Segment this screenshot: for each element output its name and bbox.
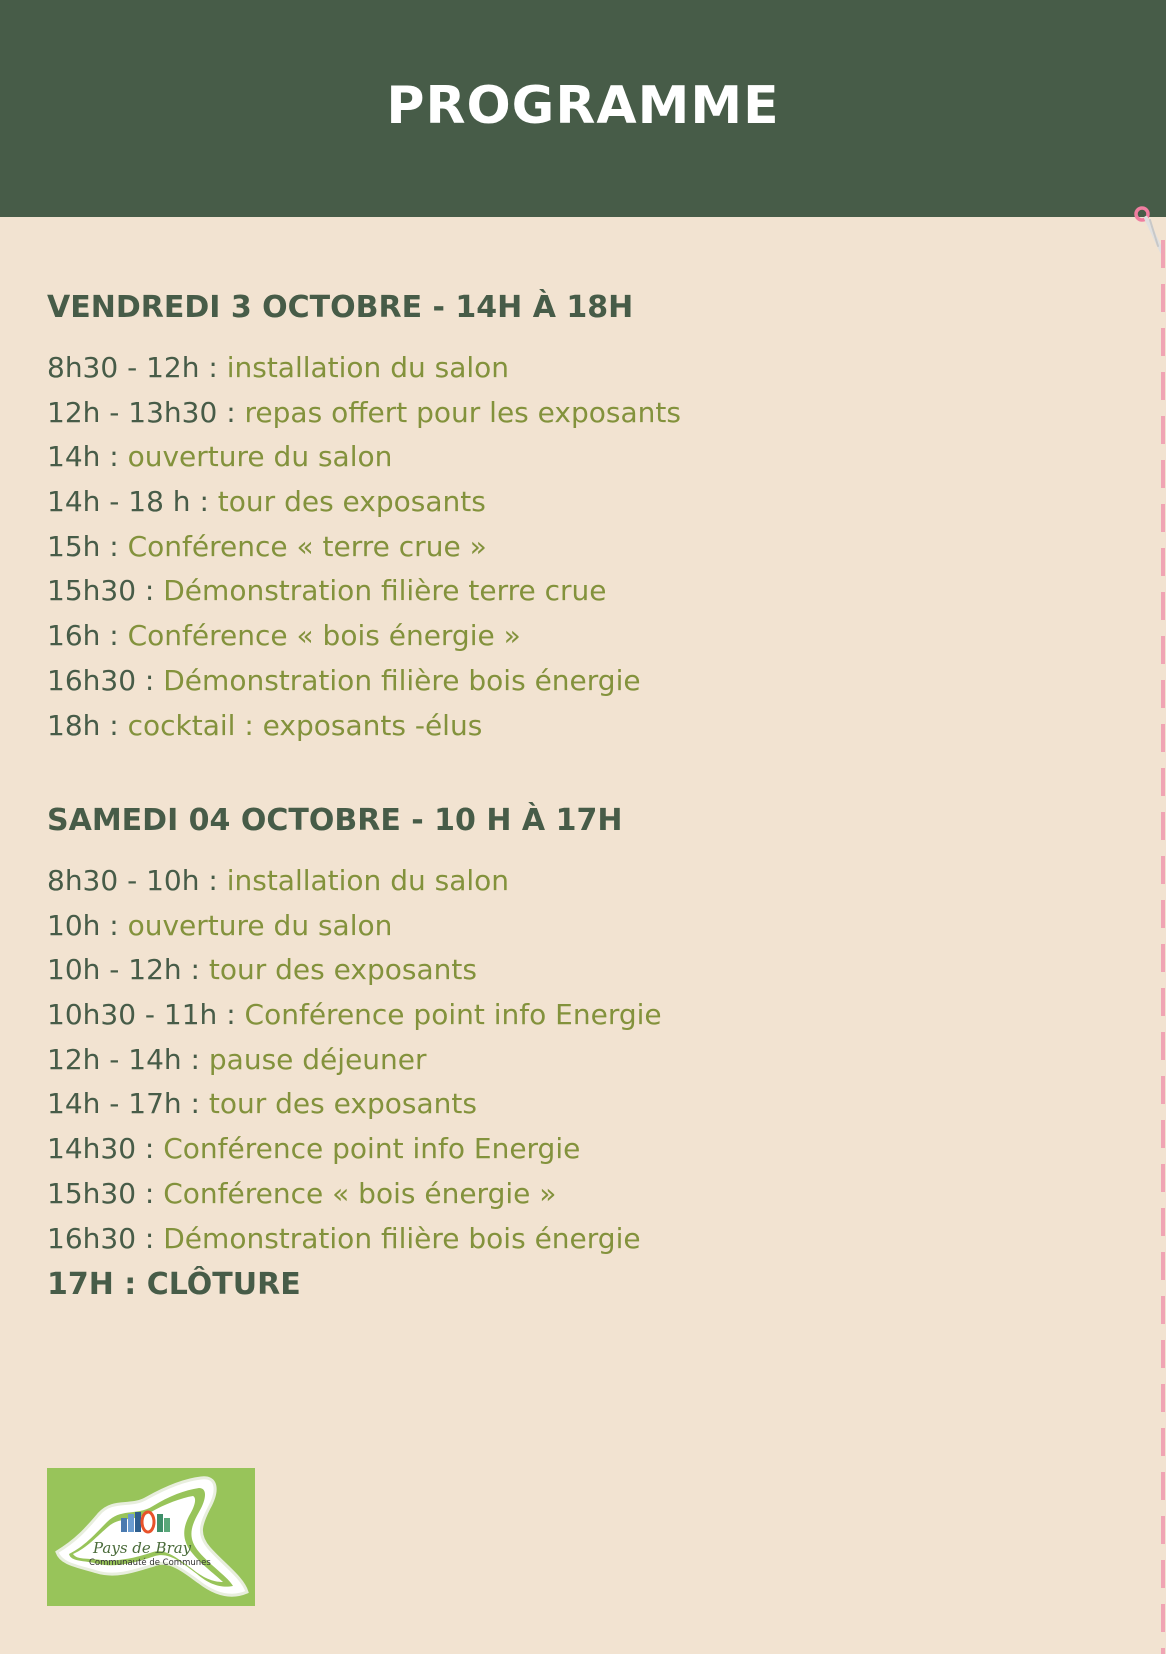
schedule-item xyxy=(47,435,681,480)
schedule-time: 8h30 - 12h xyxy=(47,351,200,384)
schedule-description: cocktail : exposants -élus xyxy=(127,708,483,742)
schedule-item xyxy=(47,659,681,704)
schedule-time: 10h - 12h xyxy=(47,953,182,987)
friday-schedule xyxy=(47,346,681,748)
schedule-time: 14h30 xyxy=(47,1132,137,1166)
schedule-description: Conférence « bois énergie » xyxy=(127,619,521,653)
schedule-time: 18h xyxy=(47,708,101,742)
schedule-description: Conférence point info Energie xyxy=(163,1132,581,1166)
schedule-separator: : xyxy=(100,619,128,653)
schedule-time: 14h - 18 h xyxy=(47,485,191,519)
schedule-separator: : xyxy=(136,1176,164,1210)
schedule-separator: : xyxy=(190,485,218,519)
cut-line xyxy=(1161,240,1165,1654)
schedule-time: 10h xyxy=(47,908,101,942)
schedule-description: Conférence « terre crue » xyxy=(127,529,487,563)
schedule-separator: : xyxy=(199,864,227,897)
schedule-description: installation du salon xyxy=(226,351,510,384)
schedule-item xyxy=(47,1038,662,1083)
schedule-separator: : xyxy=(199,351,227,384)
schedule-item xyxy=(47,569,681,614)
schedule-description: tour des exposants xyxy=(208,1087,477,1121)
schedule-item xyxy=(47,704,681,749)
schedule-separator: : xyxy=(217,395,245,429)
schedule-separator: : xyxy=(100,908,128,942)
schedule-time: 10h30 - 11h xyxy=(47,998,218,1032)
schedule-description: tour des exposants xyxy=(217,485,486,519)
schedule-description: Démonstration filière bois énergie xyxy=(163,1221,641,1255)
schedule-description: repas offert pour les exposants xyxy=(244,395,681,429)
schedule-separator: : xyxy=(181,1087,209,1121)
schedule-separator: : xyxy=(136,1221,164,1255)
schedule-separator: : xyxy=(100,529,128,563)
schedule-separator: : xyxy=(217,998,245,1032)
schedule-item xyxy=(47,859,662,904)
schedule-separator: : xyxy=(181,1042,209,1076)
schedule-description: pause déjeuner xyxy=(208,1042,427,1076)
schedule-separator: : xyxy=(136,1132,164,1166)
page-header xyxy=(0,0,1166,217)
schedule-item xyxy=(47,391,681,436)
schedule-time: 14h xyxy=(47,440,101,474)
schedule-description: tour des exposants xyxy=(208,953,477,987)
schedule-separator: : xyxy=(136,663,164,697)
schedule-item xyxy=(47,1172,662,1217)
logo-shape-icon xyxy=(47,1468,255,1606)
schedule-item xyxy=(47,346,681,391)
saturday-schedule xyxy=(47,859,662,1261)
schedule-item xyxy=(47,614,681,659)
schedule-description: Démonstration filière bois énergie xyxy=(163,663,641,697)
schedule-item xyxy=(47,948,662,993)
schedule-description: ouverture du salon xyxy=(127,440,393,474)
schedule-time: 12h - 14h xyxy=(47,1042,182,1076)
schedule-separator: : xyxy=(100,440,128,474)
schedule-item xyxy=(47,1127,662,1172)
friday-section xyxy=(47,288,681,748)
schedule-description: installation du salon xyxy=(226,864,510,897)
schedule-separator: : xyxy=(100,708,128,742)
schedule-item xyxy=(47,480,681,525)
schedule-item xyxy=(47,1082,662,1127)
schedule-separator: : xyxy=(136,574,164,608)
schedule-item xyxy=(47,993,662,1038)
schedule-time: 12h - 13h30 xyxy=(47,395,218,429)
schedule-description: Démonstration filière terre crue xyxy=(163,574,607,608)
schedule-time: 16h xyxy=(47,619,101,653)
logo-subtitle: Communauté de Communes xyxy=(89,1558,211,1568)
schedule-description: ouverture du salon xyxy=(127,908,393,942)
logo-name: Pays de Bray xyxy=(93,1539,192,1557)
saturday-title: SAMEDI 04 OCTOBRE - 10 H À 17H xyxy=(47,803,623,838)
schedule-time: 15h30 xyxy=(47,1176,137,1210)
schedule-time: 15h xyxy=(47,529,101,563)
schedule-time: 15h30 xyxy=(47,574,137,608)
schedule-item xyxy=(47,1217,662,1262)
schedule-time: 16h30 xyxy=(47,663,137,697)
schedule-description: Conférence point info Energie xyxy=(244,998,662,1032)
schedule-item xyxy=(47,904,662,949)
schedule-time: 14h - 17h xyxy=(47,1087,182,1121)
friday-title: VENDREDI 3 OCTOBRE - 14H À 18H xyxy=(47,290,634,325)
schedule-item xyxy=(47,525,681,570)
schedule-time: 8h30 - 10h xyxy=(47,864,200,897)
schedule-separator: : xyxy=(181,953,209,987)
closing-line: 17H : CLÔTURE xyxy=(47,1267,301,1303)
page-title: PROGRAMME xyxy=(386,76,780,136)
pays-de-bray-logo xyxy=(47,1468,255,1606)
schedule-description: Conférence « bois énergie » xyxy=(163,1176,557,1210)
saturday-section xyxy=(47,801,662,1307)
schedule-time: 16h30 xyxy=(47,1221,137,1255)
